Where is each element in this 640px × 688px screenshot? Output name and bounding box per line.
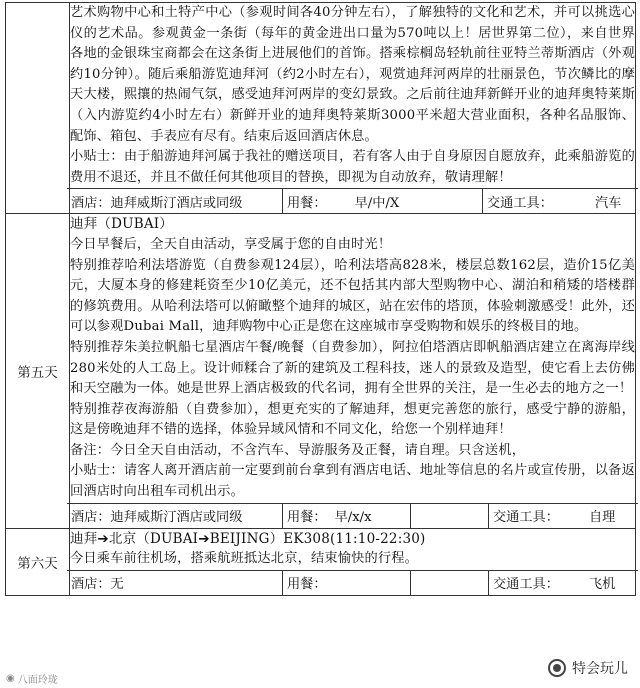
day4-tip: 小贴士：由于船游迪拜河属于我社的赠送项目，若有客人由于自身原因自愿放弃，此乘船游览的费用不退还，并且不做任何其他项目的替换，即视为自动放弃，敬请理解！ — [70, 149, 635, 185]
day5-paragraph-2: 特别推荐哈利法塔游览（自费参观124层），哈利法塔高828米，楼层总数162层，造价15亿美元，大厦本身的修建耗资至少10亿美元，还不包括其内部大型购物中心、湖泊和稍矮的塔楼群的修筑费用。从哈利法塔可以俯瞰整个迪拜的城区，站在宏伟的塔顶，体验刺激感受！此外，还可以参观Dubai Mall，迪拜购物中心正是您在这座城市享受购物和娱乐的终极目的地。 — [70, 257, 635, 335]
day5-meals: 用餐： 早/x/x — [283, 504, 411, 528]
day5-transport: 交通工具： 自理 — [493, 510, 616, 526]
day5-title: 迪拜（DUBAI） — [70, 216, 174, 233]
day4-meals: 用餐： 早/中/X — [283, 189, 483, 213]
day4-hotel: 酒店：迪拜威斯汀酒店或同级 — [67, 189, 283, 213]
day6-label: 第六天 — [6, 528, 70, 595]
day5-content — [70, 214, 636, 528]
day5-empty-cell — [411, 504, 489, 528]
itinerary-table — [5, 2, 636, 596]
day6-meals: 用餐： — [283, 571, 411, 595]
day5-label: 第五天 — [6, 214, 70, 528]
day5-info-bar — [67, 503, 638, 528]
day4-row — [6, 3, 636, 214]
weibo-icon: ◉ — [6, 673, 15, 684]
day4-transport: 交通工具： 汽车 — [487, 195, 622, 211]
source-logo — [6, 671, 58, 686]
day6-transport: 交通工具： 飞机 — [493, 577, 616, 593]
day5-paragraph-3: 特别推荐朱美拉帆船七星酒店午餐/晚餐（自费参加），阿拉伯塔酒店即帆船酒店建立在离海岸线280米处的人工岛上。设计师糅合了新的建筑及工程科技，迷人的景致及造型，使它看上去仿佛和天空融为一体。她是世界上酒店极致的代名词，拥有全世界的关注，是一生必去的地方之一！ — [70, 339, 635, 397]
day5-paragraph-1: 今日早餐后，全天自由活动，享受属于您的自由时光！ — [70, 236, 392, 252]
day6-row — [6, 528, 636, 595]
wechat-account-icon — [548, 659, 566, 677]
day4-content — [70, 3, 636, 214]
day6-hotel: 酒店：无 — [67, 571, 283, 595]
day6-paragraph: 今日乘车前往机场，搭乘航班抵达北京，结束愉快的行程。 — [70, 551, 419, 567]
day4-label-cell — [6, 3, 70, 214]
day6-info-bar — [67, 570, 638, 595]
day5-hotel: 酒店：迪拜威斯汀酒店或同级 — [67, 504, 283, 528]
watermark-text: 特会玩儿 — [572, 661, 628, 677]
day6-empty-cell — [411, 571, 489, 595]
day5-paragraph-4: 特别推荐夜海游船（自费参加），想更充实的了解迪拜，想更完善您的旅行，感受宁静的游船，这是傍晚迪拜不错的选择，体验异域风情和不同文化，给您一个别样迪拜！ — [70, 401, 635, 438]
day5-tip: 小贴士：请客人离开酒店前一定要到前台拿到有酒店电话、地址等信息的名片或宣传册，以备返回酒店时向出租车司机出示。 — [70, 463, 635, 500]
day5-note: 备注：今日全天自由活动，不含汽车、导游服务及正餐，请自理。只含送机， — [70, 442, 526, 458]
day4-paragraph-1: 艺术购物中心和土特产中心（参观时间各40分钟左右），了解独特的文化和艺术，并可以挑选心仪的艺术品。参观黄金一条街（每年的黄金进出口量为570吨以上！居世界第二位），来自世界各地的金银珠宝商都会在这条街上进展他们的首饰。搭乘棕榈岛轻轨前往亚特兰蒂斯酒店（外观约10分钟）。随后乘船游览迪拜河（约2小时左右），观赏迪拜河两岸的壮丽景色，节次鳞比的摩天大楼，熙攘的热闹气氛，感受迪拜河两岸的变幻景致。之后前往迪拜新鲜开业的迪拜奥特莱斯（入内游览约4小时左右）新鲜开业的迪拜奥特莱斯3000平米超大营业面积，各种名品服饰、配饰、箱包、手表应有尽有。结束后返回酒店休息。 — [70, 5, 635, 144]
source-logo-text: 八面玲珑 — [17, 675, 58, 686]
day6-content — [70, 528, 636, 595]
day4-info-bar — [67, 188, 638, 213]
wechat-watermark — [544, 656, 632, 680]
day5-row — [6, 214, 636, 528]
day6-title: 迪拜➔北京（DUBAI➔BEIJING）EK308(11:10-22:30) — [70, 530, 426, 547]
